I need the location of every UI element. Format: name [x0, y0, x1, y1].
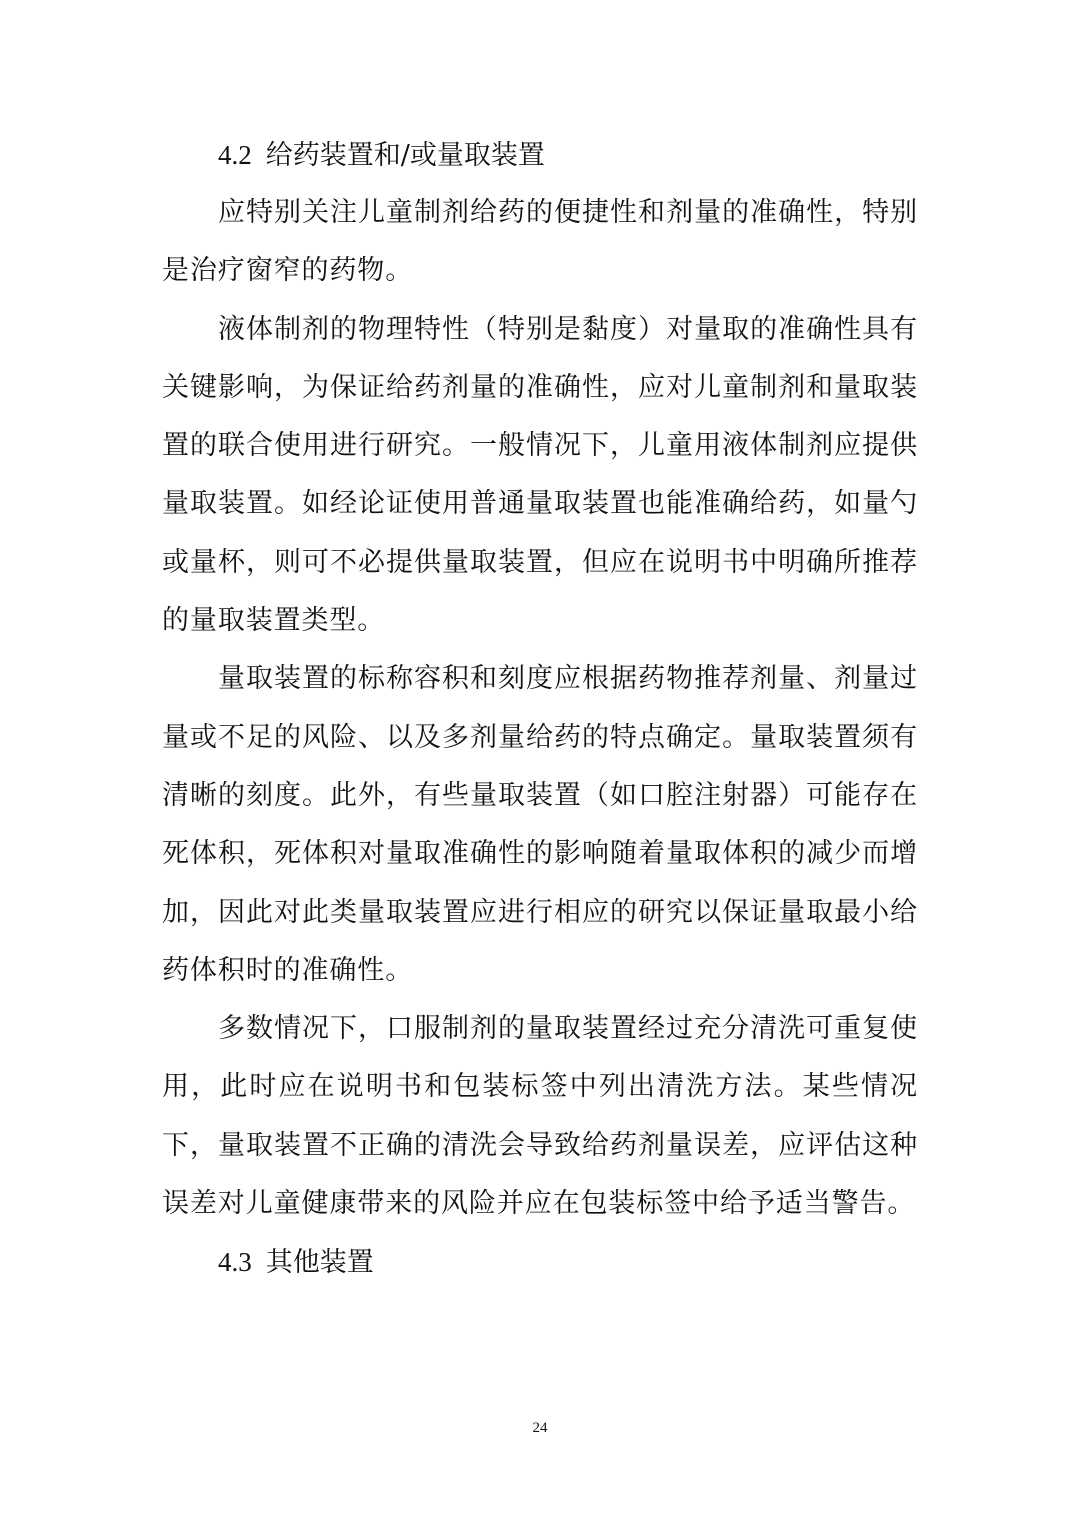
section-heading-4-3	[162, 1233, 918, 1291]
page-number: 24	[532, 1420, 548, 1436]
section-title: 给药装置和/或量取装置	[265, 140, 545, 171]
paragraph: 量取装置的标称容积和刻度应根据药物推荐剂量、剂量过量或不足的风险、以及多剂量给药的特点确定。量取装置须有清晰的刻度。此外，有些量取装置（如口腔注射器）可能存在死体积，死体积对量取准确性的影响随着量取体积的减少而增加，因此对此类量取装置应进行相应的研究以保证量取最小给药体积时的准确性。	[162, 663, 918, 986]
paragraph: 多数情况下，口服制剂的量取装置经过充分清洗可重复使用，此时应在说明书和包装标签中列出清洗方法。某些情况下，量取装置不正确的清洗会导致给药剂量误差，应评估这种误差对儿童健康带来的风险并应在包装标签中给予适当警告。	[162, 1013, 918, 1220]
section-number: 4.2	[218, 140, 252, 170]
section-title: 其他装置	[265, 1247, 374, 1279]
page-body	[162, 126, 918, 1291]
paragraph: 液体制剂的物理特性（特别是黏度）对量取的准确性具有关键影响，为保证给药剂量的准确性，应对儿童制剂和量取装置的联合使用进行研究。一般情况下，儿童用液体制剂应提供量取装置。如经论证使用普通量取装置也能准确给药，如量勺或量杯，则可不必提供量取装置，但应在说明书中明确所推荐的量取装置类型。	[162, 313, 918, 637]
section-heading-4-2	[162, 126, 918, 184]
section-number: 4.3	[218, 1247, 252, 1278]
paragraph: 应特别关注儿童制剂给药的便捷性和剂量的准确性，特别是治疗窗窄的药物。	[162, 197, 918, 287]
